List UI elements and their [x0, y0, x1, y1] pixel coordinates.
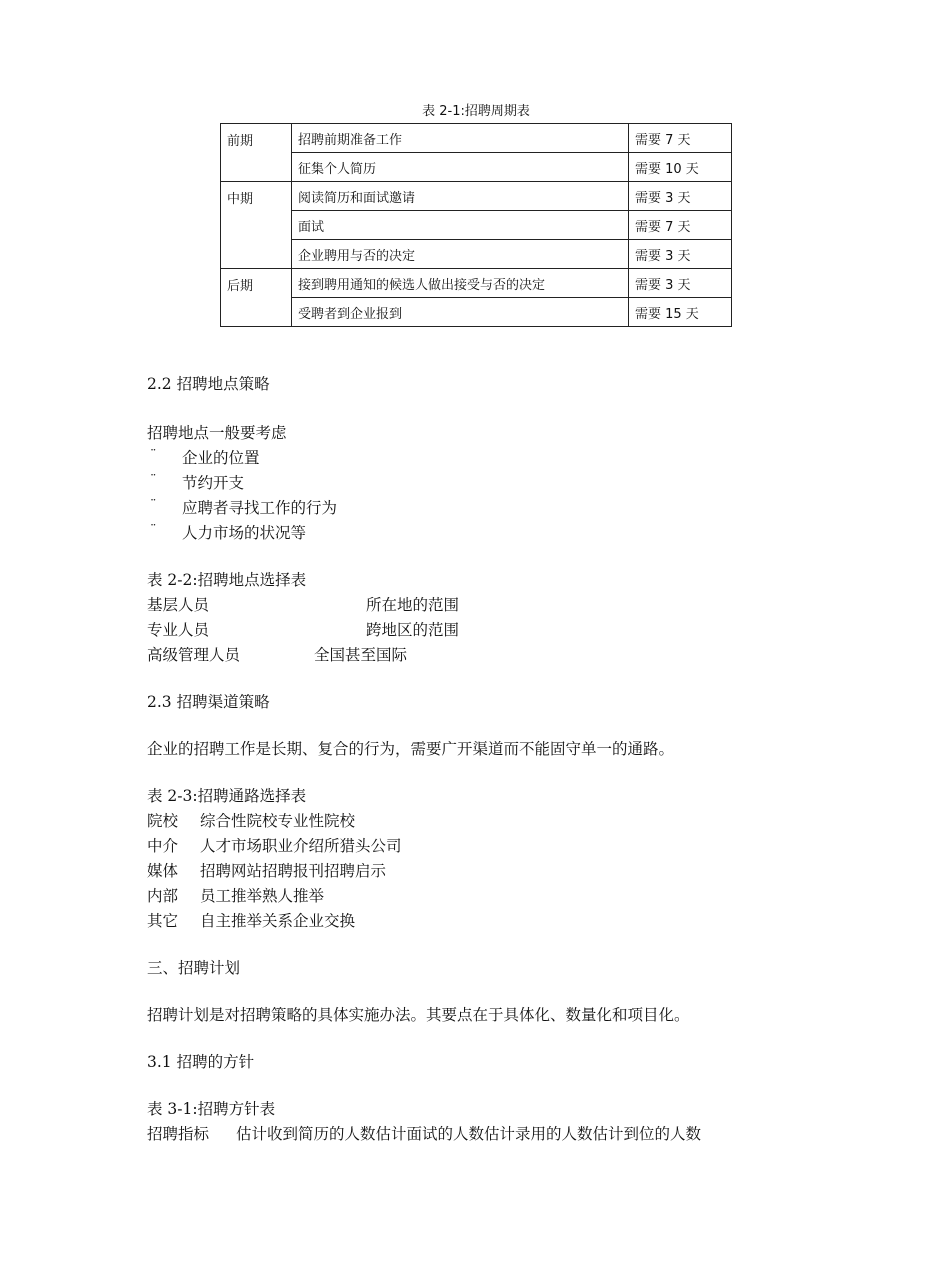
location-scope: 跨地区的范围	[366, 621, 460, 639]
task-cell: 受聘者到企业报到	[292, 298, 629, 327]
table-2-2-caption: 表 2-2:招聘地点选择表	[147, 571, 307, 589]
channel-type: 其它	[147, 912, 179, 930]
location-level: 专业人员	[147, 621, 210, 639]
section-3-1-heading: 3.1 招聘的方针	[147, 1053, 255, 1071]
phase-cell: 中期	[221, 182, 292, 269]
table-row	[221, 182, 732, 211]
policy-row-label: 招聘指标	[147, 1125, 210, 1143]
list-item: 应聘者寻找工作的行为	[182, 499, 338, 517]
location-scope: 所在地的范围	[366, 596, 460, 614]
channel-list: 人才市场职业介绍所猎头公司	[200, 837, 402, 855]
table-row	[221, 211, 732, 240]
table-2-3-caption: 表 2-3:招聘通路选择表	[147, 787, 307, 805]
channel-type: 中介	[147, 837, 179, 855]
table-3-1-caption: 表 3-1:招聘方针表	[147, 1100, 276, 1118]
duration-cell: 需要 15 天	[629, 298, 732, 327]
duration-cell: 需要 3 天	[629, 182, 732, 211]
table-row	[221, 269, 732, 298]
table-row	[221, 240, 732, 269]
duration-cell: 需要 10 天	[629, 153, 732, 182]
bullet-icon: ¨	[150, 473, 157, 488]
channel-type: 院校	[147, 812, 179, 830]
channel-type: 内部	[147, 887, 179, 905]
channel-list: 综合性院校专业性院校	[200, 812, 356, 830]
list-item: 人力市场的状况等	[182, 524, 307, 542]
task-cell: 面试	[292, 211, 629, 240]
table-row	[221, 153, 732, 182]
task-cell: 招聘前期准备工作	[292, 124, 629, 153]
duration-cell: 需要 7 天	[629, 211, 732, 240]
policy-row-value: 估计收到简历的人数估计面试的人数估计录用的人数估计到位的人数	[236, 1125, 702, 1143]
task-cell: 企业聘用与否的决定	[292, 240, 629, 269]
channel-type: 媒体	[147, 862, 179, 880]
channel-list: 员工推举熟人推举	[200, 887, 325, 905]
list-item: 节约开支	[182, 474, 245, 492]
section-2-2-heading: 2.2 招聘地点策略	[147, 375, 270, 393]
location-level: 基层人员	[147, 596, 210, 614]
section-2-3-heading: 2.3 招聘渠道策略	[147, 693, 270, 711]
channel-list: 自主推举关系企业交换	[200, 912, 356, 930]
section-3-heading: 三、招聘计划	[147, 959, 241, 977]
bullet-icon: ¨	[150, 498, 157, 513]
bullet-icon: ¨	[150, 448, 157, 463]
section-2-2-intro: 招聘地点一般要考虑	[147, 424, 287, 442]
task-cell: 征集个人简历	[292, 153, 629, 182]
channel-list: 招聘网站招聘报刊招聘启示	[200, 862, 387, 880]
phase-cell: 前期	[221, 124, 292, 182]
task-cell: 阅读简历和面试邀请	[292, 182, 629, 211]
list-item: 企业的位置	[182, 449, 260, 467]
duration-cell: 需要 3 天	[629, 240, 732, 269]
location-scope: 全国甚至国际	[314, 646, 408, 664]
table-row	[221, 298, 732, 327]
duration-cell: 需要 3 天	[629, 269, 732, 298]
bullet-icon: ¨	[150, 523, 157, 538]
table-row	[221, 124, 732, 153]
section-3-paragraph: 招聘计划是对招聘策略的具体实施办法。其要点在于具体化、数量化和项目化。	[147, 1006, 690, 1024]
phase-cell: 后期	[221, 269, 292, 327]
recruitment-cycle-table	[220, 123, 732, 327]
table-2-1-caption: 表 2-1:招聘周期表	[422, 104, 530, 119]
section-2-3-paragraph: 企业的招聘工作是长期、复合的行为，需要广开渠道而不能固守单一的通路。	[147, 740, 675, 758]
duration-cell: 需要 7 天	[629, 124, 732, 153]
location-level: 高级管理人员	[147, 646, 241, 664]
task-cell: 接到聘用通知的候选人做出接受与否的决定	[292, 269, 629, 298]
